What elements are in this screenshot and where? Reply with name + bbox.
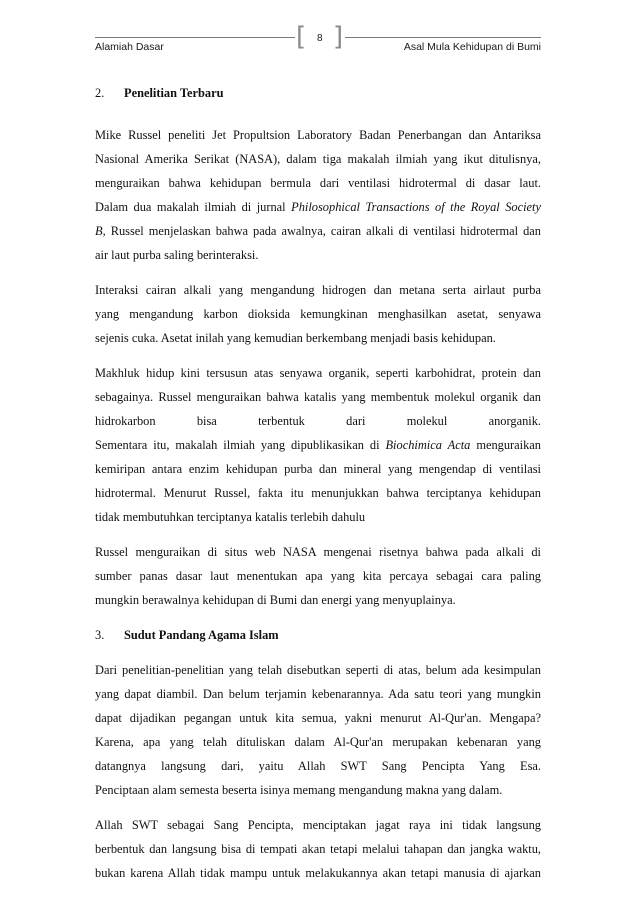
header-bracket-left: [ [296, 22, 307, 52]
paragraph-line: Allah SWT sebagai Sang Pencipta, menciptakan jagat raya ini tidak langsung [95, 818, 541, 832]
section-heading [95, 86, 541, 100]
paragraph-line: kemiripan antara enzim kehidupan purba dan mineral yang mengendap di ventilasi [95, 462, 541, 476]
text-run: menguraikan [470, 438, 541, 452]
paragraph-line: hidrotermal. Menurut Russel, fakta itu menunjukkan bahwa terciptanya kehidupan [95, 486, 541, 500]
paragraph-line: dapat dijadikan pegangan untuk kita semua, yakni menurut Al-Qur'an. Mengapa? [95, 711, 541, 725]
header-right-title: Asal Mula Kehidupan di Bumi [403, 41, 541, 53]
paragraph-line: Nasional Amerika Serikat (NASA), dalam tiga makalah ilmiah yang ikut ditulisnya, [95, 152, 541, 166]
paragraph-line [95, 224, 541, 238]
paragraph-line: Interaksi cairan alkali yang mengandung hidrogen dan metana serta airlaut purba [95, 283, 541, 297]
paragraph-line: sumber panas dasar laut menentukan apa yang kita percaya sebagai cara paling [95, 569, 541, 583]
section-title: Penelitian Terbaru [124, 86, 224, 100]
section-heading [95, 628, 541, 642]
section-title: Sudut Pandang Agama Islam [124, 628, 279, 642]
paragraph-line [95, 438, 541, 452]
paragraph-line [95, 200, 541, 214]
paragraph-line: Karena, apa yang telah dituliskan dalam Al-Qur'an merupakan kebenaran yang [95, 735, 541, 749]
paragraph-line: Dari penelitian-penelitian yang telah disebutkan seperti di atas, belum ada kesimpulan [95, 663, 541, 677]
paragraph-line: hidrokarbon bisa terbentuk dari molekul anorganik. [95, 414, 541, 428]
paragraph-line: yang dapat diambil. Dan belum terjamin kebenarannya. Ada satu teori yang mungkin [95, 687, 541, 701]
paragraph-line: air laut purba saling berinteraksi. [95, 248, 259, 262]
paragraph-line: Makhluk hidup kini tersusun atas senyawa organik, seperti karbohidrat, protein dan [95, 366, 541, 380]
paragraph-line: datangnya langsung dari, yaitu Allah SWT Sang Pencipta Yang Esa. [95, 759, 541, 773]
paragraph-line: mungkin berawalnya kehidupan di Bumi dan energi yang menyuplainya. [95, 593, 456, 607]
header-left-title: Alamiah Dasar [95, 41, 164, 53]
header-rule-right [345, 37, 541, 38]
paragraph-line: Penciptaan alam semesta beserta isinya memang mengandung makna yang dalam. [95, 783, 503, 797]
paragraph-line: tidak membutuhkan terciptanya katalis terlebih dahulu [95, 510, 366, 524]
header-rule-left [95, 37, 295, 38]
journal-title: Philosophical Transactions of the Royal Society [291, 200, 541, 214]
journal-title: Biochimica Acta [385, 438, 471, 452]
text-run: Sementara itu, makalah ilmiah yang dipublikasikan di [95, 438, 386, 452]
paragraph-line: yang mengandung karbon dioksida kemungkinan menghasilkan asetat, senyawa [95, 307, 541, 321]
text-run: Dalam dua makalah ilmiah di jurnal [95, 200, 292, 214]
journal-title: B [95, 224, 103, 238]
text-run: , Russel menjelaskan bahwa pada awalnya, cairan alkali di ventilasi hidrotermal dan [102, 224, 541, 238]
paragraph-line: Mike Russel peneliti Jet Propultsion Laboratory Badan Penerbangan dan Antariksa [95, 128, 541, 142]
paragraph-line: bukan karena Allah tidak mampu untuk melakukannya akan tetapi manusia di ajarkan [95, 866, 541, 880]
section-number: 3. [95, 628, 105, 642]
paragraph-line: berbentuk dan langsung bisa di tempati akan tetapi melalui tahapan dan jangka waktu, [95, 842, 541, 856]
paragraph-line: sebagainya. Russel menguraikan bahwa katalis yang membentuk molekul organik dan [95, 390, 541, 404]
paragraph-line: menguraikan bahwa kehidupan bermula dari ventilasi hidrotermal di dasar laut. [95, 176, 541, 190]
paragraph-line: sejenis cuka. Asetat inilah yang kemudian berkembang menjadi basis kehidupan. [95, 331, 496, 345]
paragraph-line: Russel menguraikan di situs web NASA mengenai risetnya bahwa pada alkali di [95, 545, 541, 559]
page-number: 8 [317, 33, 323, 44]
section-number: 2. [95, 86, 105, 100]
header-bracket-right: ] [333, 22, 344, 52]
